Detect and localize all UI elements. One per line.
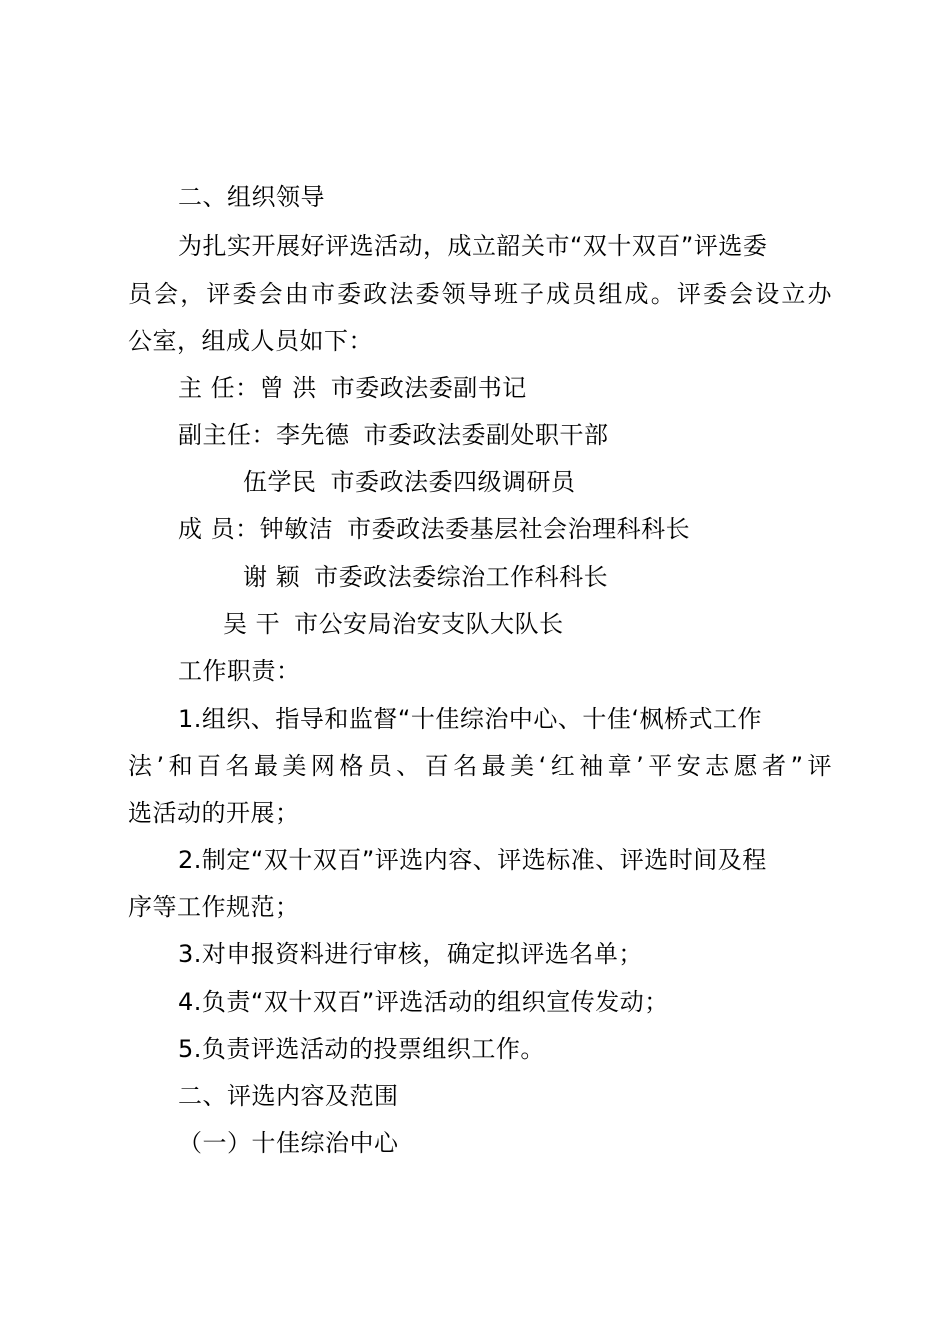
member-title: 市委政法委基层社会治理科科长 xyxy=(347,515,691,543)
duty-2-line-2: 序等工作规范； xyxy=(128,893,300,921)
duties-heading: 工作职责： xyxy=(178,657,301,685)
duty-1-line-1: 1.组织、指导和监督“十佳综治中心、十佳‘枫桥式工作 xyxy=(178,705,762,733)
member-name: 伍学民 xyxy=(243,468,317,496)
subsection-heading-1: （一）十佳综治中心 xyxy=(178,1129,399,1157)
duty-4: 4.负责“双十双百”评选活动的组织宣传发动； xyxy=(178,988,669,1016)
role-label: 主 任： xyxy=(178,374,260,402)
intro-paragraph-line-3: 公室，组成人员如下： xyxy=(128,327,373,355)
member-name: 曾 洪 xyxy=(259,374,317,402)
member-row-member-2 xyxy=(243,561,608,593)
member-title: 市委政法委副处职干部 xyxy=(363,421,609,449)
duty-2-line-1: 2.制定“双十双百”评选内容、评选标准、评选时间及程 xyxy=(178,846,767,874)
member-title: 市委政法委四级调研员 xyxy=(330,468,576,496)
role-label: 成 员： xyxy=(178,515,260,543)
section-heading-organization: 二、组织领导 xyxy=(178,183,325,211)
member-row-deputy-2 xyxy=(243,466,576,498)
role-label: 副主任： xyxy=(178,421,276,449)
intro-paragraph-line-1: 为扎实开展好评选活动，成立韶关市“双十双百”评选委 xyxy=(178,232,768,260)
duty-5: 5.负责评选活动的投票组织工作。 xyxy=(178,1035,545,1063)
intro-paragraph-line-2: 员会，评委会由市委政法委领导班子成员组成。评委会设立办 xyxy=(128,280,832,308)
duty-1-line-3: 选活动的开展； xyxy=(128,799,300,827)
member-row-director xyxy=(178,372,527,404)
duty-1-line-2: 法’和百名最美网格员、百名最美‘红袖章’平安志愿者”评 xyxy=(128,752,832,780)
member-title: 市委政法委副书记 xyxy=(330,374,527,402)
member-name: 钟敏洁 xyxy=(259,515,334,543)
section-heading-scope: 二、评选内容及范围 xyxy=(178,1082,399,1110)
member-row-member-1 xyxy=(178,513,690,545)
member-name: 吴 干 xyxy=(223,610,281,638)
member-name: 谢 颖 xyxy=(243,563,301,591)
member-row-member-3 xyxy=(223,608,564,640)
duty-3: 3.对申报资料进行审核，确定拟评选名单； xyxy=(178,940,643,968)
member-name: 李先德 xyxy=(276,421,350,449)
member-row-deputy-1 xyxy=(178,419,609,451)
member-title: 市公安局治安支队大队长 xyxy=(294,610,564,638)
member-title: 市委政法委综治工作科科长 xyxy=(314,563,609,591)
